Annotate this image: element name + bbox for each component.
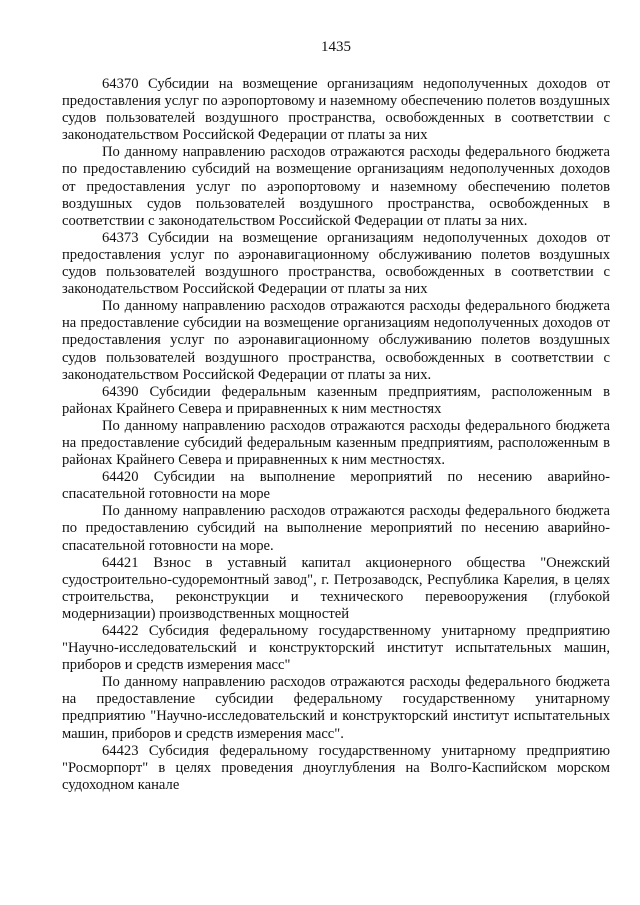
document-page <box>62 38 610 794</box>
paragraph-64390-description: По данному направлению расходов отражаются расходы федерального бюджета на предоставление субсидий федеральным казенным предприятиям, расположенным в районах Крайнего Севера и приравненных к ним местностях. <box>62 417 610 469</box>
paragraph-64390-heading: 64390 Субсидии федеральным казенным предприятиям, расположенным в районах Крайнего Севера и приравненных к ним местностях <box>62 383 610 417</box>
paragraph-64422-heading: 64422 Субсидия федеральному государственному унитарному предприятию "Научно-исследовательский и конструкторский институт испытательных машин, приборов и средств измерения масс" <box>62 623 610 674</box>
paragraph-64370-heading: 64370 Субсидии на возмещение организациям недополученных доходов от предоставления услуг по аэропортовому и наземному обеспечению полетов воздушных судов пользователей воздушного пространства, освобожденных в соответствии с законодательством Российской Федерации от платы за них <box>62 76 610 144</box>
paragraph-64373-heading: 64373 Субсидии на возмещение организациям недополученных доходов от предоставления услуг по аэронавигационному обслуживанию полетов воздушных судов пользователей воздушного пространства, освобожденных в соответствии с законодательством Российской Федерации от платы за них <box>62 229 610 298</box>
paragraph-64373-description: По данному направлению расходов отражаются расходы федерального бюджета на предоставление субсидии на возмещение организациям недополученных доходов от предоставления услуг по аэронавигационному обслуживанию полетов воздушных судов пользователей воздушного пространства, освобожденных в соответствии с законодательством Российской Федерации от платы за них. <box>62 298 610 383</box>
paragraph-64422-description: По данному направлению расходов отражаются расходы федерального бюджета на предоставление субсидии федеральному государственному унитарному предприятию "Научно-исследовательский и конструкторский институт испытательных машин, приборов и средств измерения масс". <box>62 674 610 742</box>
paragraph-64423-heading: 64423 Субсидия федеральному государственному унитарному предприятию "Росморпорт" в целях проведения дноуглубления на Волго-Каспийском морском судоходном канале <box>62 742 610 793</box>
paragraph-64370-description: По данному направлению расходов отражаются расходы федерального бюджета по предоставлению субсидий на возмещение организациям недополученных доходов от предоставления услуг по аэропортовому и наземному обеспечению полетов воздушных судов пользователей воздушного пространства, освобожденных в соответствии с законодательством Российской Федерации от платы за них. <box>62 144 610 229</box>
page-number: 1435 <box>321 39 351 55</box>
paragraph-64420-description: По данному направлению расходов отражаются расходы федерального бюджета по предоставлению субсидий на выполнение мероприятий по несению аварийно-спасательной готовности на море. <box>62 503 610 554</box>
paragraph-64420-heading: 64420 Субсидии на выполнение мероприятий по несению аварийно-спасательной готовности на море <box>62 469 610 503</box>
paragraph-64421-heading: 64421 Взнос в уставный капитал акционерного общества "Онежский судостроительно-судоремонтный завод", г. Петрозаводск, Республика Карелия, в целях строительства, реконструкции и технического перевооружения (глубокой модернизации) производственных мощностей <box>62 554 610 622</box>
